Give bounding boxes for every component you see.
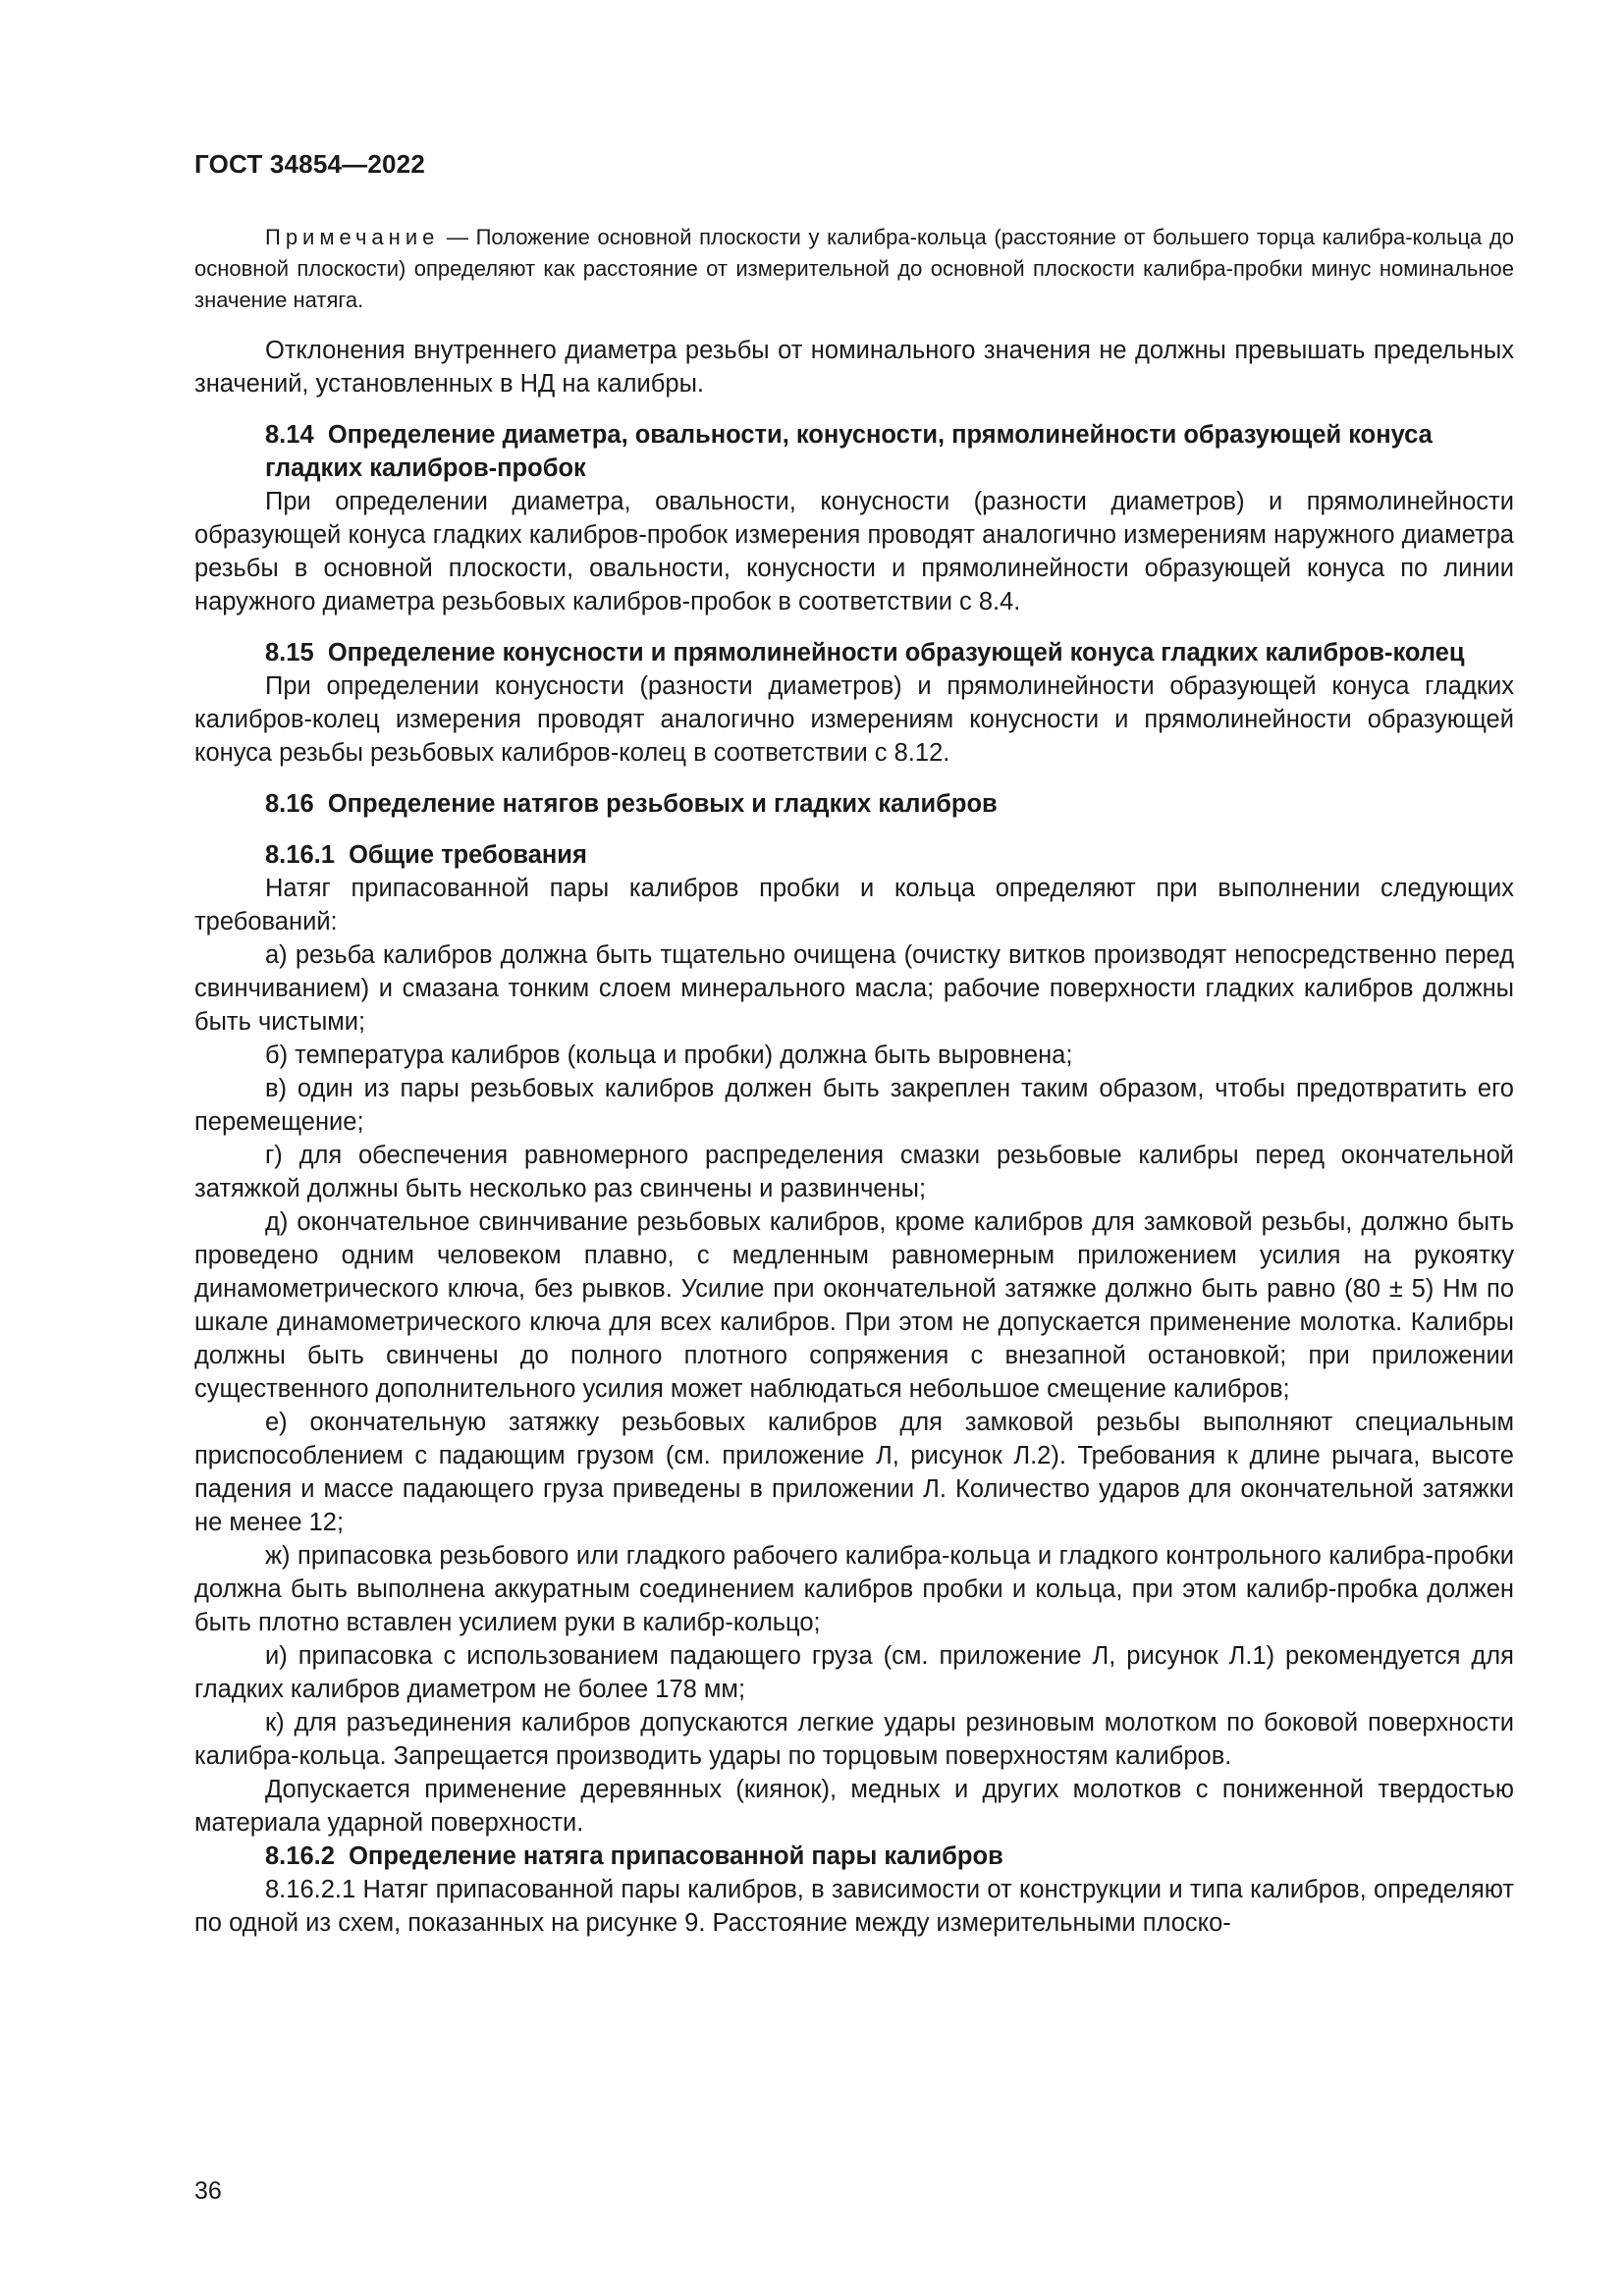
- section-number: 8.14: [265, 421, 314, 449]
- requirements-lead: Натяг припасованной пары калибров пробки и кольца определяют при выполнении следующих требований:: [194, 875, 1514, 935]
- intro-paragraph: Отклонения внутреннего диаметра резьбы от номинального значения не должны превышать предельных значений, установленных в НД на калибры.: [194, 337, 1514, 398]
- clause-8-16-2-1: 8.16.2.1 Натяг припасованной пары калибров, в зависимости от конструкции и типа калибров, определяют по одной из схем, показанных на рисунке 9. Расстояние между измерительными плоско-: [194, 1876, 1514, 1937]
- subsection-number: 8.16.2: [265, 1842, 335, 1870]
- document-id: ГОСТ 34854—2022: [194, 149, 425, 179]
- section-heading-8-15: [194, 636, 1514, 669]
- document-page: [194, 0, 1514, 2296]
- requirement-item-b: б) температура калибров (кольца и пробки) должна быть выровнена;: [265, 1041, 1073, 1069]
- requirement-item-d: д) окончательное свинчивание резьбовых калибров, кроме калибров для замковой резьбы, должно быть проведено одним человеком плавно, с медленным равномерным приложением усилия на рукоятку динамометрического ключа, без рывков. Усилие при окончательной затяжке должно быть равно (80 ± 5) Нм по шкале динамометрического ключа для всех калибров. При этом не допускается применение молотка. Калибры должны быть свинчены до полного плотного сопряжения с внезапной остановкой; при приложении существенного дополнительного усилия может наблюдаться небольшое смещение калибров;: [194, 1208, 1514, 1403]
- subsection-title: Общие требования: [349, 841, 587, 869]
- section-text-8-15: При определении конусности (разности диаметров) и прямолинейности образующей конуса гладких калибров-колец измерения проводят аналогично измерениям конусности и прямолинейности образующей конуса резьбы резьбовых калибров-колец в соответствии с 8.12.: [194, 672, 1514, 767]
- page-number: 36: [194, 2177, 222, 2205]
- requirement-item-k: к) для разъединения калибров допускаются легкие удары резиновым молотком по боковой поверхности калибра-кольца. Запрещается производить удары по торцовым поверхностям калибров.: [194, 1709, 1514, 1770]
- subsection-number: 8.16.1: [265, 841, 335, 869]
- section-heading-8-16: [194, 787, 1514, 821]
- note-label: Примечание: [265, 225, 440, 249]
- section-heading-8-14: [194, 418, 1514, 485]
- subsection-heading-8-16-1: [194, 838, 1514, 872]
- section-title: Определение конусности и прямолинейности образующей конуса гладких калибров-колец: [327, 639, 1465, 667]
- requirement-item-zh: ж) припасовка резьбового или гладкого рабочего калибра-кольца и гладкого контрольного калибра-пробки должна быть выполнена аккуратным соединением калибров пробки и кольца, при этом калибр-пробка должен быть плотно вставлен усилием руки в калибр-кольцо;: [194, 1542, 1514, 1636]
- section-number: 8.15: [265, 639, 314, 667]
- section-title: Определение натягов резьбовых и гладких калибров: [327, 790, 998, 818]
- note-paragraph: [194, 222, 1514, 316]
- requirement-item-e: е) окончательную затяжку резьбовых калибров для замковой резьбы выполняют специальным приспособлением с падающим грузом (см. приложение Л, рисунок Л.2). Требования к длине рычага, высоте падения и массе падающего груза приведены в приложении Л. Количество ударов для окончательной затяжки не менее 12;: [194, 1409, 1514, 1536]
- subsection-title: Определение натяга припасованной пары калибров: [349, 1842, 1003, 1870]
- requirements-closing: Допускается применение деревянных (киянок), медных и других молотков с пониженной твердостью материала ударной поверхности.: [194, 1776, 1514, 1837]
- subsection-heading-8-16-2: [194, 1840, 1514, 1873]
- section-number: 8.16: [265, 790, 314, 818]
- section-text-8-14: При определении диаметра, овальности, конусности (разности диаметров) и прямолинейности образующей конуса гладких калибров-пробок измерения проводят аналогично измерениям наружного диаметра резьбы в основной плоскости, овальности, конусности и прямолинейности образующей конуса по линии наружного диаметра резьбовых калибров-пробок в соответствии с 8.4.: [194, 488, 1514, 615]
- requirement-item-i: и) припасовка с использованием падающего груза (см. приложение Л, рисунок Л.1) рекомендуется для гладких калибров диаметром не более 178 мм;: [194, 1642, 1514, 1703]
- requirement-item-g: г) для обеспечения равномерного распределения смазки резьбовые калибры перед окончательной затяжкой должны быть несколько раз свинчены и развинчены;: [194, 1142, 1514, 1202]
- requirement-item-a: а) резьба калибров должна быть тщательно очищена (очистку витков производят непосредственно перед свинчиванием) и смазана тонким слоем минерального масла; рабочие поверхности гладких калибров должны быть чистыми;: [194, 941, 1514, 1036]
- note-text: — Положение основной плоскости у калибра-кольца (расстояние от большего торца калибра-кольца до основной плоскости) определяют как расстояние от измерительной до основной плоскости калибра-пробки минус номинальное значение натяга.: [194, 225, 1514, 312]
- page-content: [194, 222, 1514, 1940]
- section-title: Определение диаметра, овальности, конусности, прямолинейности образующей конуса гладких калибров-пробок: [265, 421, 1433, 482]
- requirement-item-v: в) один из пары резьбовых калибров должен быть закреплен таким образом, чтобы предотвратить его перемещение;: [194, 1075, 1514, 1136]
